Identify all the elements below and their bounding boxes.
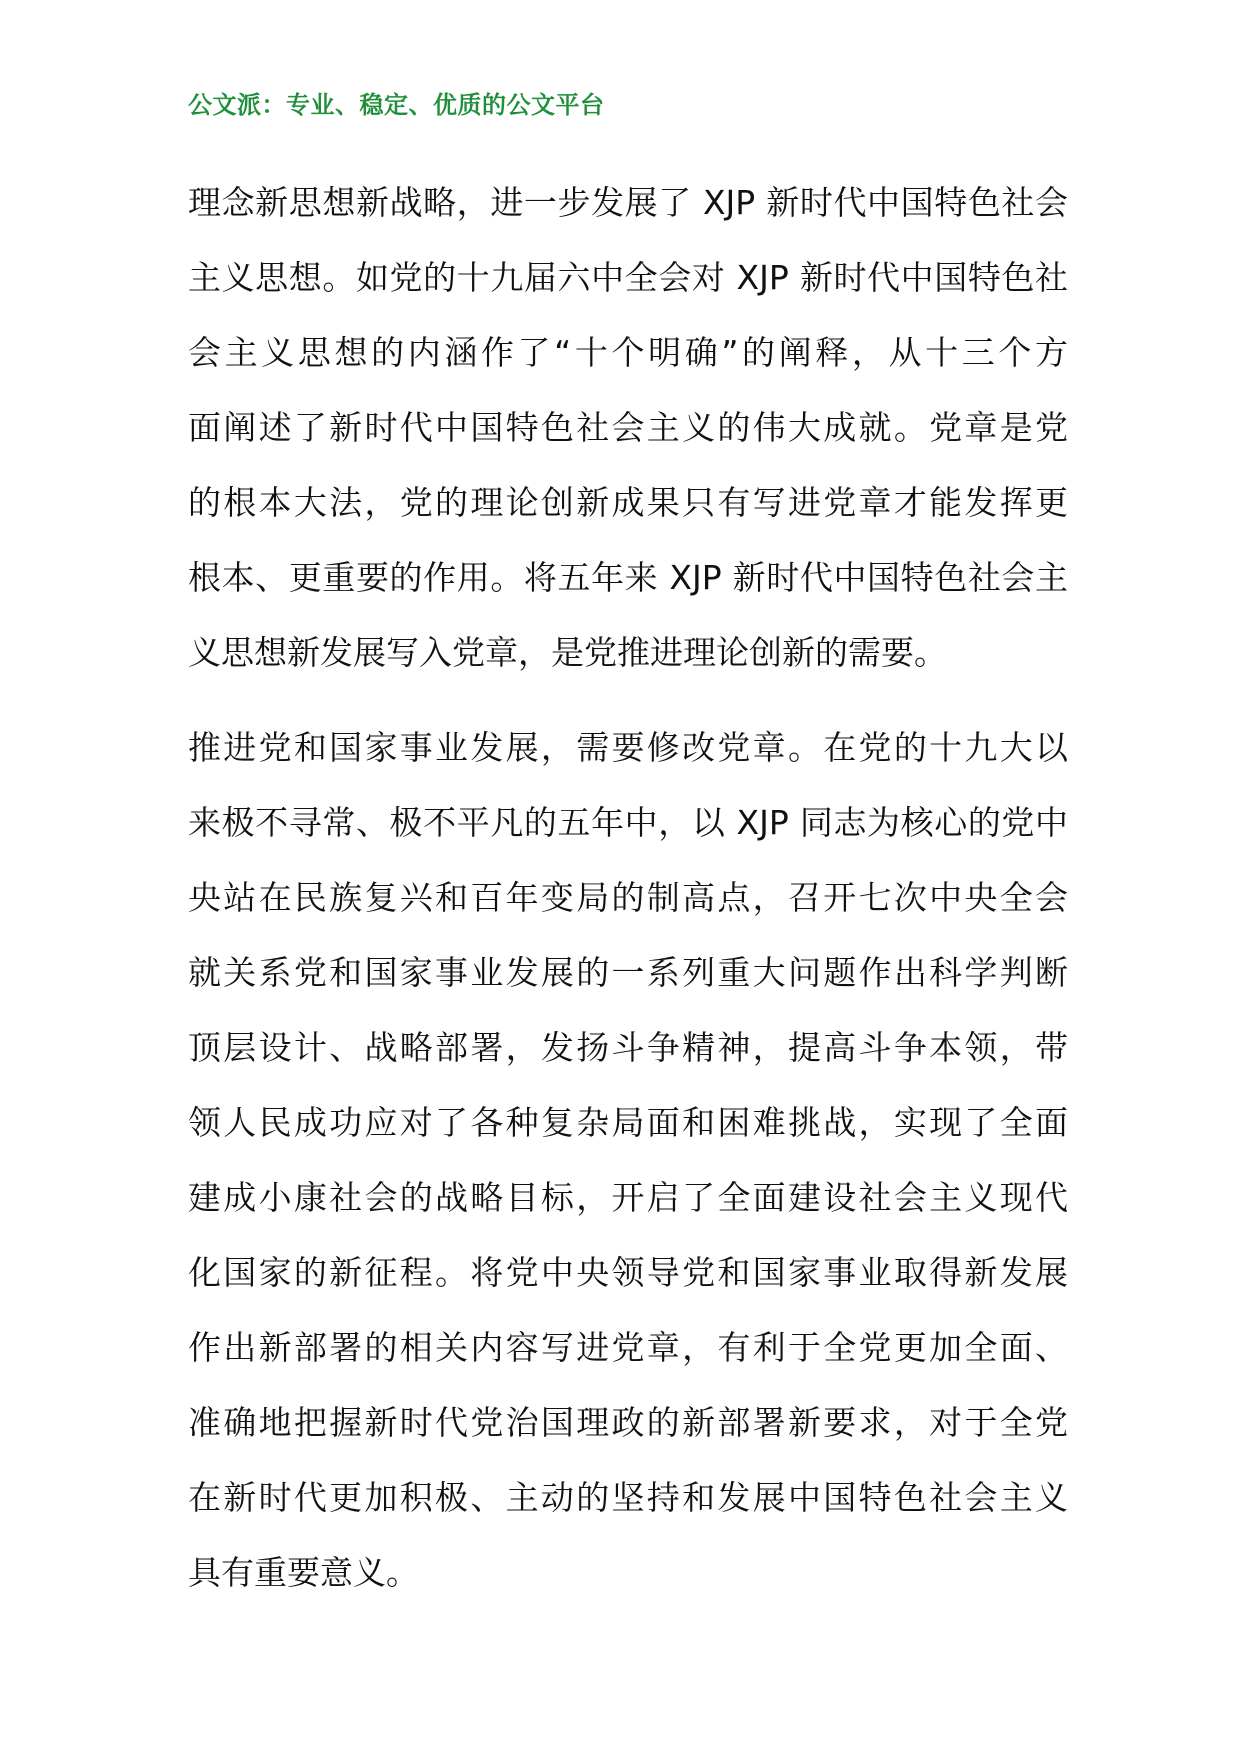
text-line: 根本、更重要的作用。将五年来 XJP 新时代中国特色社会主 [188,558,1068,597]
text-line: 会主义思想的内涵作了“十个明确”的阐释，从十三个方 [188,333,1068,372]
paragraph-gap [188,690,1068,710]
document-body [188,165,1068,1610]
paragraph-2 [188,710,1068,1610]
text-line: 准确地把握新时代党治国理政的新部署新要求，对于全党 [188,1403,1068,1442]
text-line: 领人民成功应对了各种复杂局面和困难挑战，实现了全面 [188,1103,1068,1142]
text-line: 面阐述了新时代中国特色社会主义的伟大成就。党章是党 [188,408,1068,447]
text-line: 具有重要意义。 [188,1553,419,1592]
text-line: 化国家的新征程。将党中央领导党和国家事业取得新发展 [188,1253,1068,1292]
site-header: 公文派：专业、稳定、优质的公文平台 [188,91,605,119]
text-line: 建成小康社会的战略目标，开启了全面建设社会主义现代 [188,1178,1068,1217]
text-line: 主义思想。如党的十九届六中全会对 XJP 新时代中国特色社 [188,258,1068,297]
text-line: 推进党和国家事业发展，需要修改党章。在党的十九大以 [188,728,1068,767]
text-line: 理念新思想新战略，进一步发展了 XJP 新时代中国特色社会 [188,183,1068,222]
text-line: 央站在民族复兴和百年变局的制高点，召开七次中央全会 [188,878,1068,917]
text-line: 义思想新发展写入党章，是党推进理论创新的需要。 [188,633,947,672]
text-line: 的根本大法，党的理论创新成果只有写进党章才能发挥更 [188,483,1068,522]
paragraph-1 [188,165,1068,690]
text-line: 来极不寻常、极不平凡的五年中，以 XJP 同志为核心的党中 [188,803,1068,842]
text-line: 在新时代更加积极、主动的坚持和发展中国特色社会主义 [188,1478,1068,1517]
text-line: 作出新部署的相关内容写进党章，有利于全党更加全面、 [188,1328,1068,1367]
text-line: 顶层设计、战略部署，发扬斗争精神，提高斗争本领，带 [188,1028,1068,1067]
text-line: 就关系党和国家事业发展的一系列重大问题作出科学判断 [188,953,1068,992]
